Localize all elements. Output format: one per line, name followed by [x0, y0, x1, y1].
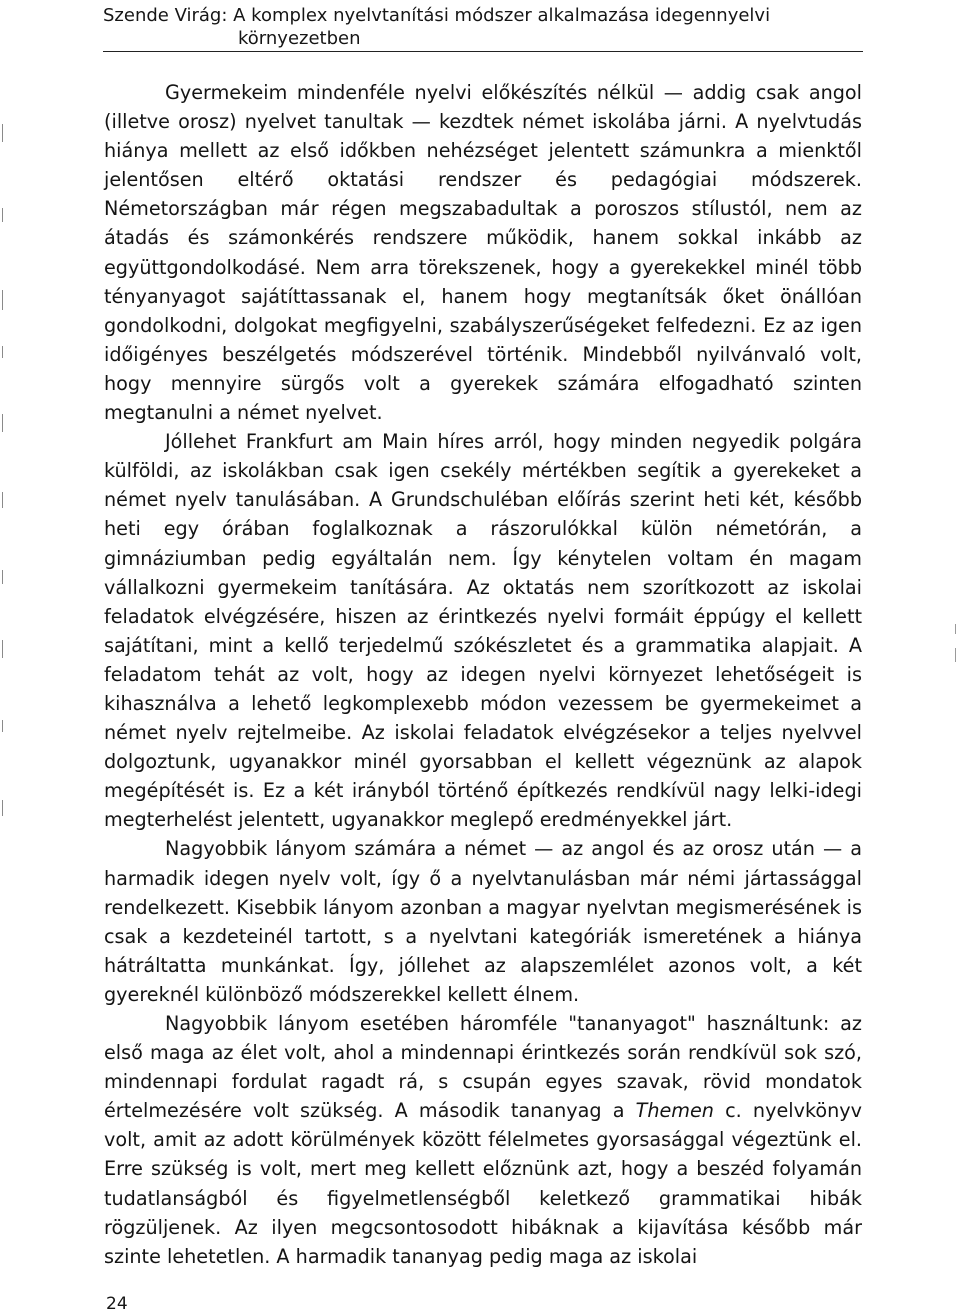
body-text [104, 78, 862, 1271]
scan-margin-marks-right [955, 600, 959, 680]
paragraph-1-text: Gyermekeim mindenféle nyelvi előkészítés nélkül — addig csak angol (illetve orosz) nyelvet tanultak — kezdtek német iskolába járni. A nyelvtudás hiánya mellett az első időkben nehézséget jelentett számunkra a mienktől jelentősen eltérő oktatási rendszer és pedagógiai módszerek. Németországban már régen megszabadultak a poroszos stílustól, nem az átadás és számonkérés rendszere működik, hanem sokkal inkább az együttgondolkodásé. Nem arra törekszenek, hogy a gyerekekkel minél több tényanyagot sajátíttassanak el, hanem hogy megtanítsák őket önállóan gondolkodni, dolgokat megfigyelni, szabályszerűségeket felfedezni. Ez az igen időigényes beszélgetés módszerével történik. Mindebből nyilvánvaló volt, hogy mennyire sürgős volt a gyerekek számára elfogadható szinten megtanulni a német nyelvet. [104, 81, 862, 425]
header-line-1: Szende Virág: A komplex nyelvtanítási módszer alkalmazása idegennyelvi [103, 5, 771, 26]
paragraph-4 [104, 1009, 862, 1271]
running-header [103, 4, 863, 50]
paragraph-2 [104, 427, 862, 834]
paragraph-3-text: Nagyobbik lányom számára a német — az angol és az orosz után — a harmadik idegen nyelv volt, így ő a nyelvtanulásban már némi jártassággal rendelkezett. Kisebbik lányom azonban a magyar nyelvtan megismerésének is csak a kezdeteinél tartott, s a nyelvtani kategóriák ismeretének a hiánya hátráltatta munkánkat. Így, jóllehet az alapszemlélet azonos volt, a két gyereknél különböző módszerekkel kellett élnem. [104, 837, 862, 1006]
paragraph-1 [104, 78, 862, 427]
header-line-2: környezetben [238, 28, 361, 49]
paragraph-2-text: Jóllehet Frankfurt am Main híres arról, hogy minden negyedik polgára külföldi, az iskolákban csak igen csekély mértékben segítik a gyerekeket a német nyelv tanulásában. A Grundschuléban előírás szerint heti két, később heti egy órában foglalkoznak a rászorulókkal külön németórán, a gimnáziumban pedig egyáltalán nem. Így kénytelen voltam én magam vállalkozni gyermekeim tanítására. Az oktatás nem szorítkozott az iskolai feladatok elvégzésére, hiszen az érintkezés nyelvi formáit éppúgy el kellett sajátítani, mint a kellő terjedelmű szókészletet és a grammatika alapjait. A feladatom tehát az volt, hogy az idegen nyelvi környezet lehetőségeit is kihasználva a lehető legkomplexebb módon vezessem be gyermekeimet a német nyelv rejtelmeibe. Az iskolai feladatok elvégzésekor a teljes nyelvvel dolgoztunk, ugyanakkor minél gyorsabban el kellett végeznünk az alapok megépítését is. Ez a két irányból történő építkezés rendkívül nagy lelki-idegi megterhelést jelentett, ugyanakkor meglepő eredményekkel járt. [104, 430, 862, 832]
paragraph-3 [104, 834, 862, 1009]
book-title-themen: Themen [635, 1099, 714, 1123]
page-number: 24 [106, 1294, 128, 1314]
header-rule [103, 51, 863, 52]
paragraph-4-text-start: Nagyobbik lányom esetében háromféle "tananyagot" használtunk: az első maga az élet volt, ahol a mindennapi érintkezés során rendkívül sok szó, mindennapi fordulat ragadt rá, s csupán egyes szavak, rövid mondatok értelmezésére volt szükség. A második tananyag a [104, 1012, 862, 1123]
scan-margin-marks [2, 60, 6, 860]
paragraph-4-text-end: c. nyelvkönyv volt, amit az adott körülmények között félelmetes gyorsasággal végeztünk el. Erre szükség is volt, mert meg kellett előznünk azt, hogy a beszéd folyamán tudatlanságból és figyelmetlenségből keletkező grammatikai hibák rögzüljenek. Az ilyen megcsontosodott hibáknak a kijavítása később már szinte lehetetlen. A harmadik tananyag pedig maga az iskolai [104, 1099, 862, 1268]
